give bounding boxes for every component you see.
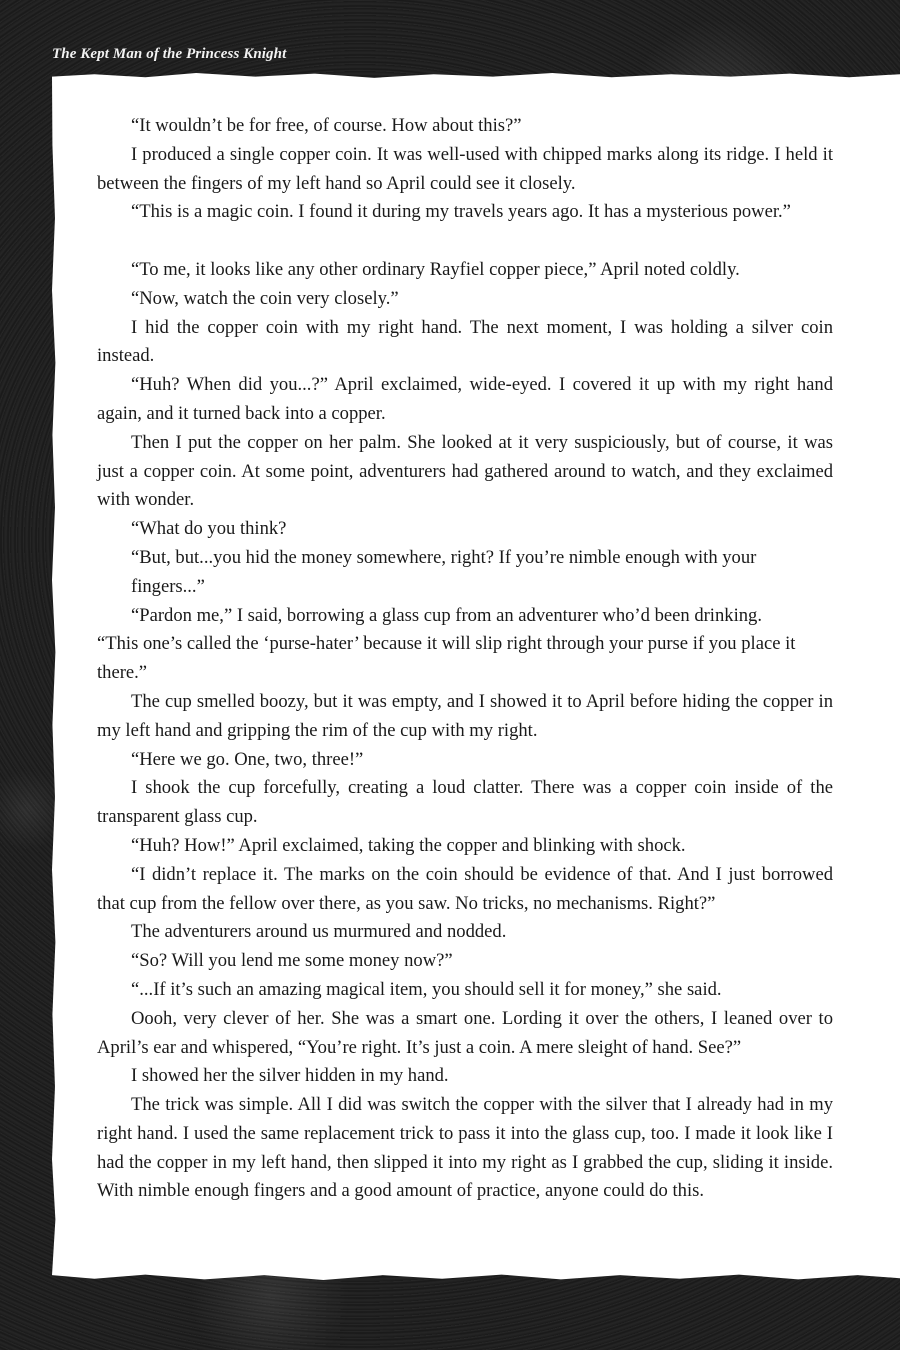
paragraph: “This is a magic coin. I found it during my travels years ago. It has a mysterious power.” (131, 201, 791, 223)
paragraph: “I didn’t replace it. The marks on the coin should be evidence of that. And I just borrowed that cup from the fellow over there, as you saw. No tricks, no mechanisms. Right?” (97, 863, 833, 914)
paragraph: I showed her the silver hidden in my hand. (131, 1065, 449, 1087)
paragraph: The cup smelled boozy, but it was empty, and I showed it to April before hiding the copper in my left hand and gripping the rim of the cup with my right. (97, 690, 833, 741)
paragraph: “To me, it looks like any other ordinary Rayfiel copper piece,” April noted coldly. (131, 258, 740, 280)
paragraph: “What do you think? (131, 518, 287, 540)
paragraph: “This one’s called the ‘purse-hater’ because it will slip right through your purse if you place it there.” (97, 633, 796, 684)
paragraph: I shook the cup forcefully, creating a loud clatter. There was a copper coin inside of the transparent glass cup. (97, 777, 833, 828)
paragraph: The adventurers around us murmured and nodded. (131, 921, 507, 943)
paragraph: “...If it’s such an amazing magical item, you should sell it for money,” she said. (131, 978, 722, 1000)
paragraph: “It wouldn’t be for free, of course. How about this?” (131, 115, 522, 136)
running-header-title: The Kept Man of the Princess Knight (52, 46, 287, 62)
paragraph: “Here we go. One, two, three!” (131, 748, 364, 770)
paragraph: “But, but...you hid the money somewhere, right? If you’re nimble enough with your (131, 546, 757, 568)
paragraph: I produced a single copper coin. It was well-used with chipped marks along its ridge. I held it between the fingers of my left hand so April could see it closely. (97, 143, 833, 194)
paragraph: The trick was simple. All I did was switch the copper with the silver that I already had in my right hand. I used the same replacement trick to pass it into the glass cup, too. I made it look like I had the copper in my left hand, then slipped it into my right as I grabbed the cup, sliding it inside. With nimble enough fingers and a good amount of practice, anyone could do this. (97, 1094, 833, 1202)
paragraph: “Now, watch the coin very closely.” (131, 287, 399, 309)
paragraph: Then I put the copper on her palm. She looked at it very suspiciously, but of course, it was just a copper coin. At some point, adventurers had gathered around to watch, and they exclaimed with wonder. (97, 431, 833, 511)
paragraph: “Huh? How!” April exclaimed, taking the copper and blinking with shock. (131, 834, 686, 856)
paragraph: “Pardon me,” I said, borrowing a glass cup from an adventurer who’d been drinking. (131, 604, 762, 626)
paragraph: “So? Will you lend me some money now?” (131, 950, 453, 972)
paragraph: I hid the copper coin with my right hand. The next moment, I was holding a silver coin instead. (97, 316, 833, 367)
paragraph: Oooh, very clever of her. She was a smart one. Lording it over the others, I leaned over to April’s ear and whispered, “You’re right. It’s just a coin. A mere sleight of hand. See?” (97, 1007, 833, 1058)
paragraph: “Huh? When did you...?” April exclaimed, wide-eyed. I covered it up with my right hand again, and it turned back into a copper. (97, 374, 833, 424)
paragraph-continuation: fingers...” (131, 575, 205, 597)
body-text (97, 112, 833, 1206)
